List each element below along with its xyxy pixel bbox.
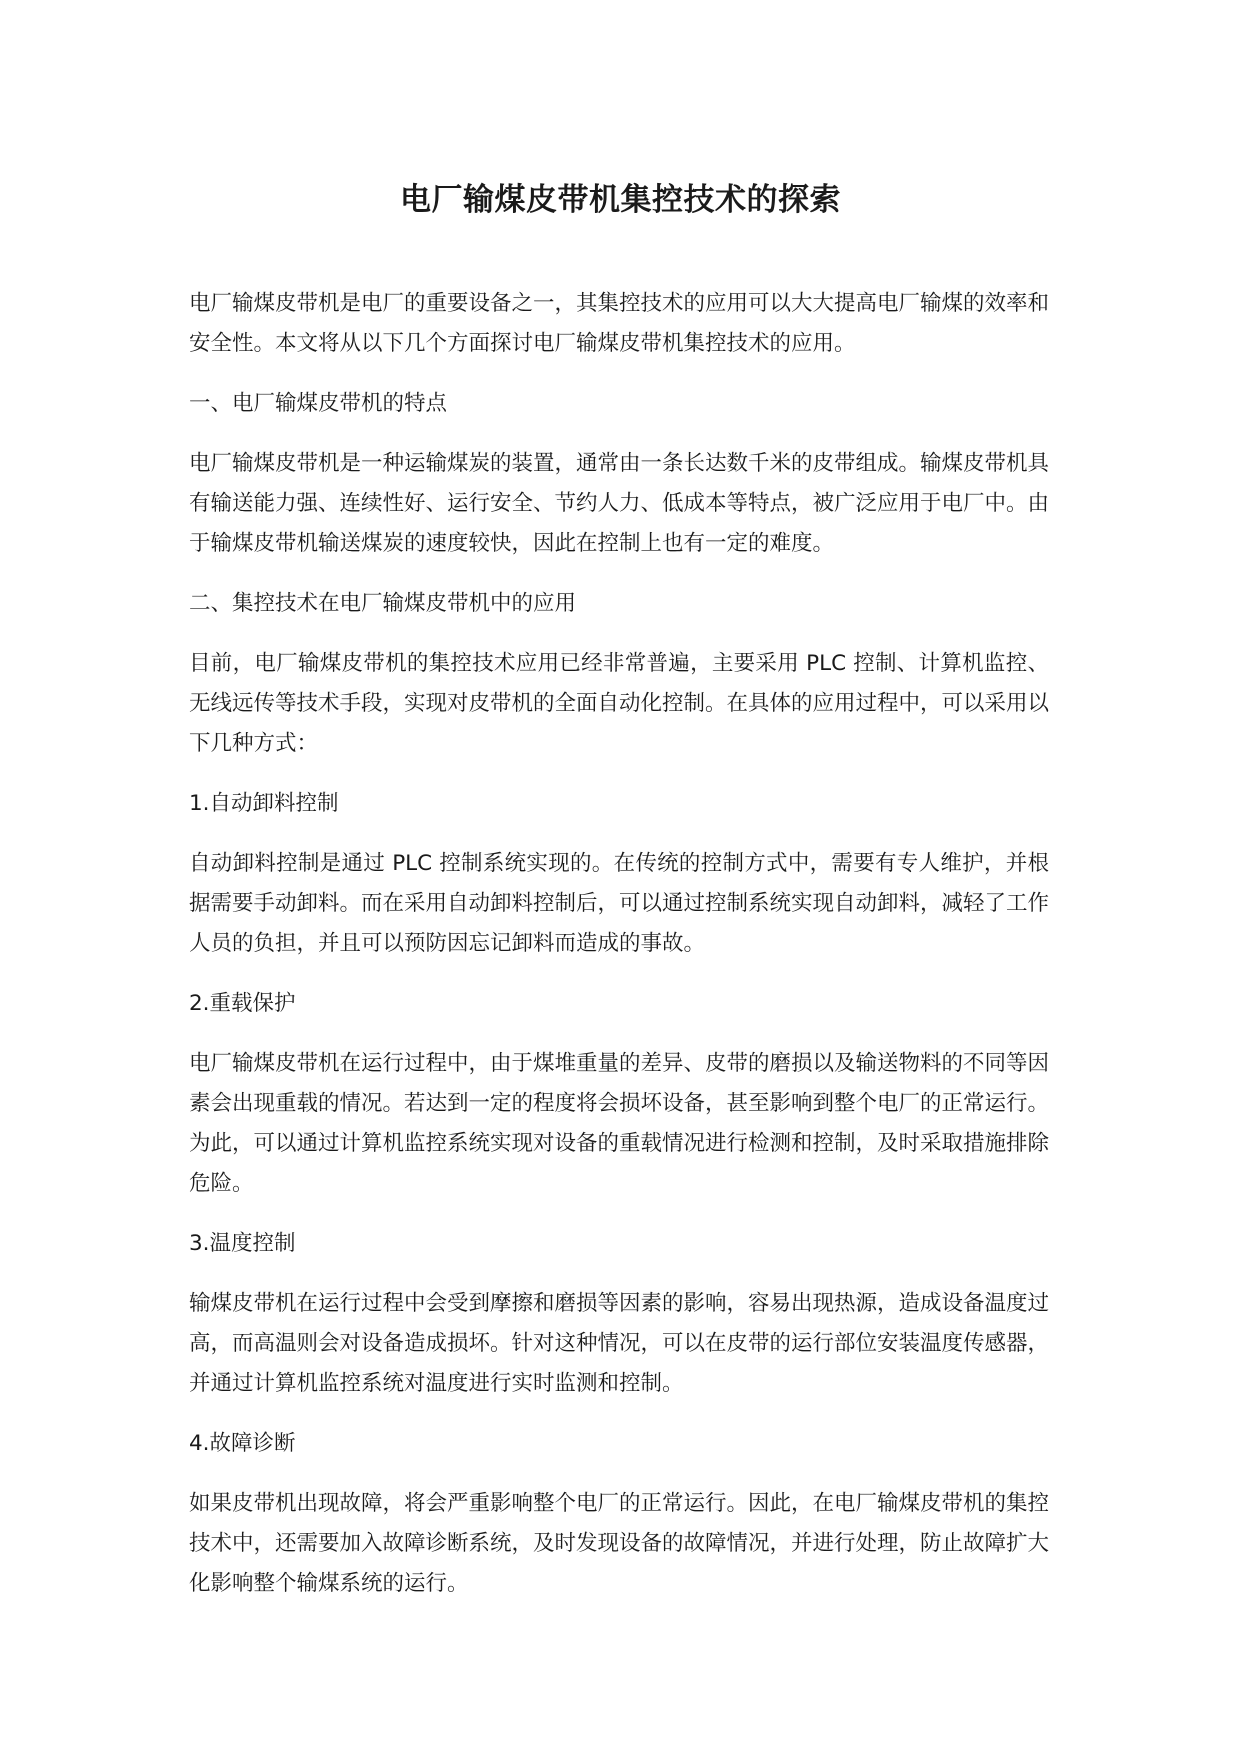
intro-paragraph: 电厂输煤皮带机是电厂的重要设备之一，其集控技术的应用可以大大提高电厂输煤的效率和安全性。本文将从以下几个方面探讨电厂输煤皮带机集控技术的应用。 (189, 291, 1050, 356)
item-paragraph-auto-unloading: 自动卸料控制是通过 PLC 控制系统实现的。在传统的控制方式中，需要有专人维护，并根据需要手动卸料。而在采用自动卸料控制后，可以通过控制系统实现自动卸料，减轻了工作人员的负担，并且可以预防因忘记卸料而造成的事故。 (189, 851, 1050, 956)
section-paragraph-application: 目前，电厂输煤皮带机的集控技术应用已经非常普遍，主要采用 PLC 控制、计算机监控、无线远传等技术手段，实现对皮带机的全面自动化控制。在具体的应用过程中，可以采用以下几种方式： (189, 651, 1050, 756)
item-paragraph-fault-diagnosis: 如果皮带机出现故障，将会严重影响整个电厂的正常运行。因此，在电厂输煤皮带机的集控技术中，还需要加入故障诊断系统，及时发现设备的故障情况，并进行处理，防止故障扩大化影响整个输煤系统的运行。 (189, 1491, 1050, 1596)
section-heading-features: 一、电厂输煤皮带机的特点 (189, 391, 448, 416)
document-body (189, 284, 1049, 1624)
item-paragraph-temperature-control: 输煤皮带机在运行过程中会受到摩擦和磨损等因素的影响，容易出现热源，造成设备温度过高，而高温则会对设备造成损坏。针对这种情况，可以在皮带的运行部位安装温度传感器，并通过计算机监控系统对温度进行实时监测和控制。 (189, 1291, 1050, 1396)
item-heading-overload-protection: 2.重载保护 (189, 991, 296, 1016)
section-paragraph-features: 电厂输煤皮带机是一种运输煤炭的装置，通常由一条长达数千米的皮带组成。输煤皮带机具有输送能力强、连续性好、运行安全、节约人力、低成本等特点，被广泛应用于电厂中。由于输煤皮带机输送煤炭的速度较快，因此在控制上也有一定的难度。 (189, 451, 1050, 556)
item-heading-temperature-control: 3.温度控制 (189, 1231, 296, 1256)
section-heading-application: 二、集控技术在电厂输煤皮带机中的应用 (189, 591, 577, 616)
item-heading-fault-diagnosis: 4.故障诊断 (189, 1431, 296, 1456)
document-title: 电厂输煤皮带机集控技术的探索 (400, 182, 841, 218)
item-paragraph-overload-protection: 电厂输煤皮带机在运行过程中，由于煤堆重量的差异、皮带的磨损以及输送物料的不同等因素会出现重载的情况。若达到一定的程度将会损坏设备，甚至影响到整个电厂的正常运行。为此，可以通过计算机监控系统实现对设备的重载情况进行检测和控制，及时采取措施排除危险。 (189, 1051, 1050, 1196)
item-heading-auto-unloading: 1.自动卸料控制 (189, 791, 339, 816)
